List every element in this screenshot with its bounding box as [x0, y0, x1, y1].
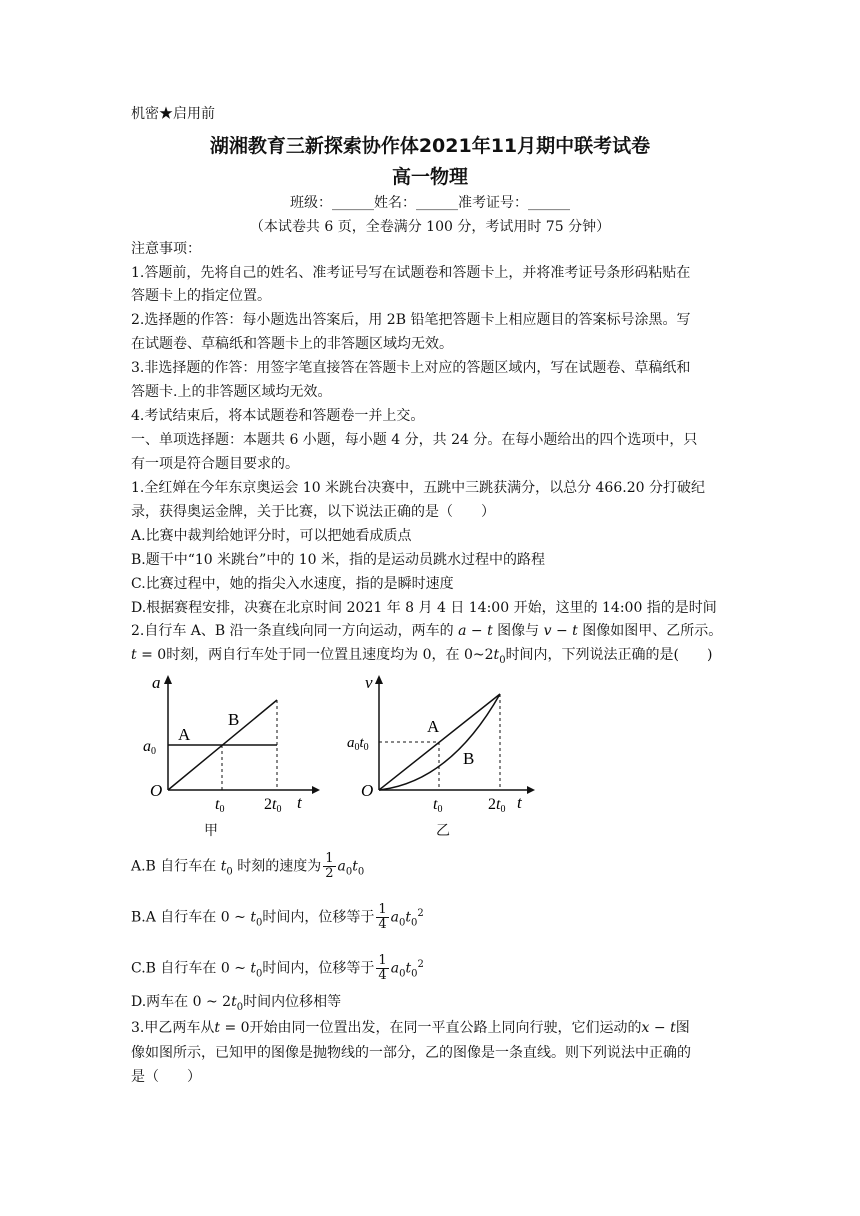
- figure-v-t-graph: [345, 672, 535, 817]
- x-axis-label: t: [517, 793, 522, 812]
- q1-stem-b: 录，获得奥运金牌，关于比赛，以下说法正确的是（ ）: [131, 504, 495, 520]
- note-3a: 3.非选择题的作答：用签字笔直接答在答题卡上对应的答题区域内，写在试题卷、草稿纸和: [131, 360, 691, 376]
- note-1b: 答题卡上的指定位置。: [131, 288, 271, 304]
- exam-title: 湖湘教育三新探索协作体2021年11月期中联考试卷: [209, 135, 651, 157]
- figure-a-t-graph: [140, 672, 320, 817]
- figure-b-caption: 乙: [436, 823, 450, 839]
- curve-a-label: A: [427, 717, 440, 736]
- a0t0-label: $a_0t_0$: [347, 735, 369, 753]
- exam-subject: 高一物理: [391, 166, 468, 188]
- q1-option-d: D.根据赛程安排，决赛在北京时间 2021 年 8 月 4 日 14:00 开始，这里的 14:00 指的是时间: [131, 600, 717, 616]
- y-axis-label: a: [152, 673, 161, 692]
- secret-label: 机密★启用前: [131, 106, 215, 122]
- note-3b: 答题卡.上的非答题区域均无效。: [131, 384, 332, 400]
- q2-stem-b: t = 0时刻，两自行车处于同一位置且速度均为 0，在 $0\sim 2t_0$时间内，下列说法正确的是( ): [131, 647, 713, 666]
- q1-option-c: C.比赛过程中，她的指尖入水速度，指的是瞬时速度: [131, 576, 454, 592]
- t0-tick-label: t0: [433, 796, 443, 815]
- note-1a: 1.答题前，先将自己的姓名、准考证号写在试题卷和答题卡上，并将准考证号条形码粘贴在: [131, 265, 691, 281]
- notes-heading: 注意事项：: [131, 241, 201, 257]
- section1-line-a: 一、单项选择题：本题共 6 小题，每小题 4 分，共 24 分。在每小题给出的四个选项中，只: [131, 432, 698, 448]
- q3-stem-a: 3.甲乙两车从t = 0开始由同一位置出发，在同一平直公路上同向行驶，它们运动的x − t图: [131, 1020, 690, 1036]
- exam-info: （本试卷共 6 页，全卷满分 100 分，考试用时 75 分钟）: [249, 219, 611, 235]
- a-t-symbol: a − t: [458, 623, 493, 639]
- q2-option-d: D.两车在 0 ~ $2t_0$时间内位移相等: [131, 994, 342, 1013]
- y-axis-arrow: [164, 675, 172, 684]
- curve-b-label: B: [463, 749, 475, 768]
- student-fields: 班级：______姓名：______准考证号：______: [290, 195, 570, 211]
- q3-stem-c: 是（ ）: [131, 1069, 201, 1085]
- q2-stem-a: [131, 622, 722, 640]
- figure-a-caption: 甲: [204, 823, 218, 839]
- v-t-symbol: v − t: [543, 623, 578, 639]
- curve-b-label: B: [228, 710, 240, 729]
- q2-option-b: B.A 自行车在 0 ~ $t_0$时间内，位移等于 $\frac{1}{4}$ $a_0t_0^2$: [131, 902, 424, 932]
- y-axis-arrow: [375, 675, 383, 684]
- q3-stem-b: 像如图所示，已知甲的图像是抛物线的一部分，乙的图像是一条直线。则下列说法中正确的: [131, 1045, 691, 1061]
- x-axis-arrow: [312, 786, 320, 794]
- q1-option-b: B.题干中“10 米跳台”中的 10 米，指的是运动员跳水过程中的路程: [131, 552, 546, 568]
- q2-stem-b-part2: 时间内，下列说法正确的是( ): [505, 647, 713, 663]
- q2-option-c: C.B 自行车在 0 ~ $t_0$时间内，位移等于 $\frac{1}{4}$ $a_0t_0^2$: [131, 953, 424, 983]
- a0-label: a0: [143, 738, 156, 757]
- 2t0-tick-label: 2t0: [488, 796, 506, 815]
- q2-stem-a-part1: 2.自行车 A、B 沿一条直线向同一方向运动，两车的: [131, 623, 454, 639]
- note-2b: 在试题卷、草稿纸和答题卡上的非答题区域均无效。: [131, 336, 453, 352]
- note-4: 4.考试结束后，将本试题卷和答题卷一并上交。: [131, 408, 425, 424]
- curve-a-label: A: [178, 725, 191, 744]
- t-zero-condition: t: [131, 647, 137, 663]
- q2-stem-b-part1: 时刻，两自行车处于同一位置且速度均为 0，在 0~2: [166, 647, 494, 663]
- note-2a: 2.选择题的作答：每小题选出答案后，用 2B 铅笔把答题卡上相应题目的答案标号涂黑。写: [131, 312, 691, 328]
- t0-tick-label: t0: [215, 796, 225, 815]
- q1-option-a: A.比赛中裁判给她评分时，可以把她看成质点: [131, 528, 412, 544]
- q1-stem-a: 1.全红婵在今年东京奥运会 10 米跳台决赛中，五跳中三跳获满分，以总分 466.20 分打破纪: [131, 480, 705, 496]
- x-axis-label: t: [297, 793, 302, 812]
- q2-stem-a-part2: 图像与: [497, 623, 540, 639]
- q2-option-a: A.B 自行车在 $t_0$ 时刻的速度为 $\frac{1}{2}$ $a_0t_0$: [131, 851, 365, 881]
- q2-stem-a-part3: 图像如图甲、乙所示。: [582, 623, 723, 639]
- origin-label: O: [150, 781, 163, 800]
- x-axis-arrow: [527, 786, 535, 794]
- section1-line-b: 有一项是符合题目要求的。: [131, 456, 299, 472]
- 2t0-tick-label: 2t0: [264, 796, 282, 815]
- origin-label: O: [361, 781, 374, 800]
- y-axis-label: v: [365, 673, 373, 692]
